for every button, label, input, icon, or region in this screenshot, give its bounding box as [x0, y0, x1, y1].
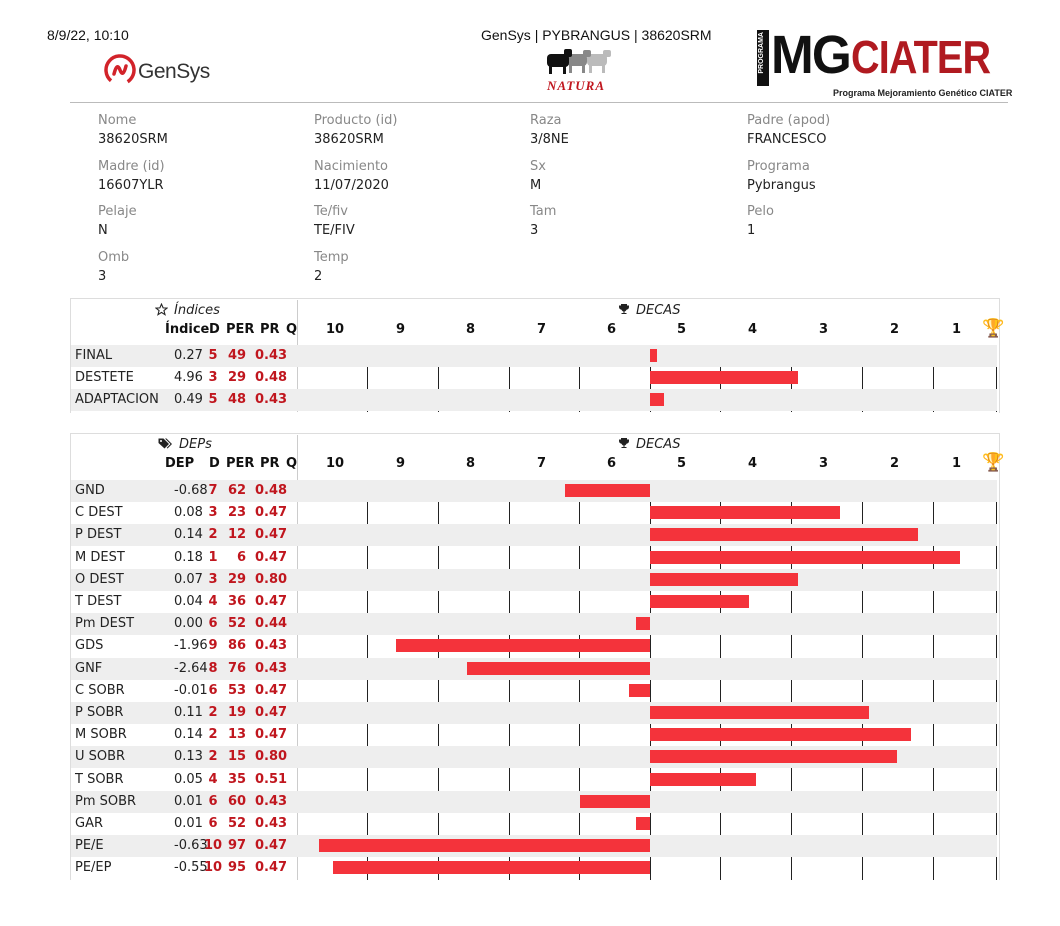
row-percentile: 62	[228, 483, 247, 498]
row-value: 0.04	[174, 594, 203, 609]
deca-header: 10	[326, 456, 345, 471]
deca-header: 6	[607, 322, 617, 337]
row-deca: 6	[208, 616, 218, 632]
row-accuracy: 0.43	[255, 638, 288, 654]
row-deca: 7	[208, 483, 218, 498]
row-name: T DEST	[75, 594, 122, 609]
ciater-logo-side: PROGRAMA	[758, 32, 765, 74]
row-accuracy: 0.48	[255, 483, 288, 498]
row-accuracy: 0.47	[255, 505, 288, 521]
row-percentile: 23	[228, 505, 247, 521]
row-value: 0.01	[174, 816, 203, 831]
row-deca: 4	[208, 594, 218, 609]
row-deca: 6	[208, 793, 218, 809]
info-label: Programa	[747, 158, 810, 174]
row-value: 0.01	[174, 793, 203, 809]
ciater-logo-mg: MG	[771, 25, 850, 85]
row-percentile: 86	[228, 638, 247, 654]
row-name: Pm SOBR	[75, 793, 137, 809]
row-name: U SOBR	[75, 749, 126, 765]
row-value: -1.96	[174, 638, 208, 654]
table-row	[71, 480, 997, 502]
row-value: 0.00	[174, 616, 203, 632]
deca-header: 8	[466, 456, 476, 471]
row-percentile: 48	[228, 392, 247, 408]
row-deca: 2	[208, 527, 218, 543]
deca-bar	[650, 393, 664, 406]
deca-header: 8	[466, 322, 476, 337]
row-accuracy: 0.47	[255, 682, 288, 698]
info-label: Pelaje	[98, 204, 137, 219]
deca-header: 4	[748, 322, 758, 337]
row-accuracy: 0.47	[255, 838, 288, 854]
indices-decas-title: DECAS	[636, 303, 681, 318]
info-label: Sx	[530, 158, 546, 174]
table-row	[71, 613, 997, 635]
row-name: P SOBR	[75, 705, 124, 720]
row-accuracy: 0.43	[255, 793, 288, 809]
row-percentile: 60	[228, 793, 247, 809]
star-outline-icon	[155, 303, 168, 316]
row-value: 0.49	[174, 392, 203, 408]
row-percentile: 13	[228, 727, 247, 743]
info-value: 16607YLR	[98, 177, 164, 193]
row-accuracy: 0.43	[255, 348, 288, 363]
trophy-icon	[618, 303, 630, 315]
row-deca: 2	[208, 705, 218, 720]
info-value: 2	[314, 268, 323, 284]
row-name: PE/E	[75, 838, 104, 854]
deca-header: 9	[396, 322, 406, 337]
row-value: -2.64	[174, 660, 208, 676]
row-value: 4.96	[174, 370, 203, 386]
row-percentile: 36	[228, 594, 247, 609]
trophy-icon: 🏆	[982, 452, 1005, 472]
row-accuracy: 0.51	[255, 771, 288, 787]
deca-bar	[333, 861, 650, 874]
value-column-header: DEP	[165, 456, 195, 471]
row-name: Pm DEST	[75, 616, 135, 632]
row-value: 0.05	[174, 771, 203, 787]
row-accuracy: 0.43	[255, 660, 288, 676]
row-accuracy: 0.47	[255, 594, 288, 609]
row-name: M SOBR	[75, 727, 127, 743]
row-deca: 2	[208, 749, 218, 765]
info-label: Madre (id)	[98, 158, 165, 174]
d-column-header: D	[209, 322, 220, 337]
row-deca: 1	[208, 549, 218, 565]
info-value: 3	[530, 223, 539, 238]
deca-bar	[650, 349, 657, 362]
info-value: TE/FIV	[314, 223, 355, 238]
info-label: Nome	[98, 113, 137, 128]
cattle-logo-icon	[545, 46, 613, 80]
value-column-header: Índice	[165, 322, 210, 337]
deca-header: 3	[819, 322, 829, 337]
deca-header: 7	[537, 322, 547, 337]
row-name: GNF	[75, 660, 103, 676]
deca-bar	[650, 773, 756, 786]
row-value: 0.14	[174, 527, 203, 543]
info-label: Raza	[530, 113, 562, 128]
info-label: Nacimiento	[314, 158, 389, 174]
deca-header: 10	[326, 322, 345, 337]
deca-bar	[650, 706, 869, 719]
table-row	[71, 769, 997, 791]
row-name: GND	[75, 483, 105, 498]
row-deca: 6	[208, 682, 218, 698]
info-value: 3	[98, 268, 107, 284]
row-deca: 10	[203, 838, 223, 854]
row-deca: 10	[203, 860, 223, 876]
row-deca: 3	[208, 571, 218, 587]
pr-column-header: PR	[260, 456, 280, 471]
per-column-header: PER	[226, 456, 255, 471]
row-deca: 4	[208, 771, 218, 787]
row-percentile: 76	[228, 660, 247, 676]
row-accuracy: 0.43	[255, 392, 288, 408]
row-accuracy: 0.80	[255, 749, 288, 765]
row-value: -0.01	[174, 682, 208, 698]
row-percentile: 49	[228, 348, 247, 363]
indices-title: Índices	[174, 303, 220, 318]
info-label: Te/fiv	[314, 204, 348, 219]
row-value: 0.11	[174, 705, 203, 720]
deca-bar	[396, 639, 650, 652]
row-percentile: 29	[228, 571, 247, 587]
deca-header: 6	[607, 456, 617, 471]
row-value: 0.13	[174, 749, 203, 765]
row-accuracy: 0.80	[255, 571, 288, 587]
header-divider	[70, 102, 1008, 103]
row-accuracy: 0.47	[255, 860, 288, 876]
info-value: M	[530, 177, 542, 193]
table-row	[71, 680, 997, 702]
deca-header: 9	[396, 456, 406, 471]
row-deca: 5	[208, 348, 218, 363]
row-percentile: 12	[228, 527, 247, 543]
deps-decas-title: DECAS	[636, 437, 681, 452]
info-label: Tam	[530, 204, 557, 219]
deca-header: 2	[890, 322, 900, 337]
row-name: T SOBR	[75, 771, 124, 787]
row-name: C DEST	[75, 505, 123, 521]
deps-title: DEPs	[179, 437, 212, 452]
table-row	[71, 502, 997, 524]
deca-bar	[650, 551, 960, 564]
row-percentile: 29	[228, 370, 247, 386]
row-deca: 3	[208, 505, 218, 521]
row-accuracy: 0.44	[255, 616, 288, 632]
pr-column-header: PR	[260, 322, 280, 337]
table-row	[71, 791, 997, 813]
info-value: Pybrangus	[747, 177, 816, 193]
deca-bar	[319, 839, 650, 852]
row-name: GAR	[75, 816, 103, 831]
row-deca: 3	[208, 370, 218, 386]
deca-header: 4	[748, 456, 758, 471]
deca-header: 1	[952, 456, 962, 471]
info-label: Producto (id)	[314, 113, 398, 128]
row-deca: 6	[208, 816, 218, 831]
tags-icon	[158, 437, 173, 450]
deca-bar	[650, 371, 798, 384]
row-name: M DEST	[75, 549, 125, 565]
deca-header: 5	[677, 456, 687, 471]
row-value: 0.18	[174, 549, 203, 565]
row-name: DESTETE	[75, 370, 134, 386]
deca-bar	[629, 684, 650, 697]
deca-bar	[565, 484, 650, 497]
row-name: ADAPTACION	[75, 392, 159, 408]
row-value: -0.68	[174, 483, 208, 498]
row-name: GDS	[75, 638, 104, 654]
info-value: 3/8NE	[530, 132, 569, 147]
row-accuracy: 0.47	[255, 727, 288, 743]
trophy-icon: 🏆	[982, 318, 1005, 338]
row-accuracy: 0.47	[255, 549, 288, 565]
row-value: 0.14	[174, 727, 203, 743]
row-accuracy: 0.47	[255, 527, 288, 543]
deca-bar	[580, 795, 651, 808]
row-deca: 5	[208, 392, 218, 408]
ciater-logo-sub: Programa Mejoramiento Genético CIATER	[833, 88, 1013, 98]
row-accuracy: 0.43	[255, 816, 288, 831]
d-column-header: D	[209, 456, 220, 471]
row-percentile: 52	[228, 616, 247, 632]
deca-bar	[650, 528, 918, 541]
row-percentile: 97	[228, 838, 247, 854]
row-deca: 9	[208, 638, 218, 654]
deca-bar	[650, 728, 911, 741]
per-column-header: PER	[226, 322, 255, 337]
ciater-logo-name: CIATER	[851, 31, 991, 83]
deca-bar	[636, 817, 650, 830]
gensys-logo-icon	[104, 54, 136, 86]
q-column-header: Q	[286, 322, 298, 337]
row-value: -0.55	[174, 860, 208, 876]
row-percentile: 35	[228, 771, 247, 787]
row-percentile: 95	[228, 860, 247, 876]
row-name: O DEST	[75, 571, 124, 587]
info-label: Temp	[314, 249, 349, 265]
table-row	[71, 345, 997, 367]
table-row	[71, 367, 997, 389]
row-name: PE/EP	[75, 860, 112, 876]
row-percentile: 19	[228, 705, 247, 720]
row-name: P DEST	[75, 527, 122, 543]
row-percentile: 52	[228, 816, 247, 831]
deca-bar	[650, 595, 749, 608]
deca-header: 3	[819, 456, 829, 471]
row-value: 0.27	[174, 348, 203, 363]
deca-bar	[636, 617, 650, 630]
deca-bar	[650, 573, 798, 586]
info-label: Omb	[98, 249, 130, 265]
info-label: Pelo	[747, 204, 774, 219]
row-value: 0.08	[174, 505, 203, 521]
gensys-logo-text: GenSys	[138, 60, 210, 83]
info-value: 1	[747, 223, 756, 238]
row-deca: 8	[208, 660, 218, 676]
deca-bar	[650, 506, 840, 519]
row-percentile: 53	[228, 682, 247, 698]
info-label: Padre (apod)	[747, 113, 831, 128]
deca-bar	[650, 750, 897, 763]
row-percentile: 15	[228, 749, 247, 765]
row-deca: 2	[208, 727, 218, 743]
table-row	[71, 389, 997, 411]
row-name: FINAL	[75, 348, 113, 363]
info-value: 38620SRM	[314, 132, 384, 147]
row-percentile: 6	[236, 549, 246, 565]
print-datetime: 8/9/22, 10:10	[47, 27, 129, 43]
deca-header: 1	[952, 322, 962, 337]
table-row	[71, 591, 997, 613]
deca-header: 5	[677, 322, 687, 337]
row-accuracy: 0.47	[255, 705, 288, 720]
row-value: 0.07	[174, 571, 203, 587]
row-accuracy: 0.48	[255, 370, 288, 386]
deca-header: 7	[537, 456, 547, 471]
deca-header: 2	[890, 456, 900, 471]
info-value: 38620SRM	[98, 132, 168, 147]
deca-bar	[467, 662, 650, 675]
row-name: C SOBR	[75, 682, 125, 698]
page-title: GenSys | PYBRANGUS | 38620SRM	[481, 27, 712, 43]
natura-logo-text: NATURA	[547, 78, 606, 93]
q-column-header: Q	[286, 456, 298, 471]
info-value: FRANCESCO	[747, 132, 827, 147]
table-row	[71, 569, 997, 591]
info-value: N	[98, 223, 108, 238]
table-row	[71, 813, 997, 835]
trophy-icon	[618, 437, 630, 449]
row-value: -0.63	[174, 838, 208, 854]
info-value: 11/07/2020	[314, 177, 389, 193]
